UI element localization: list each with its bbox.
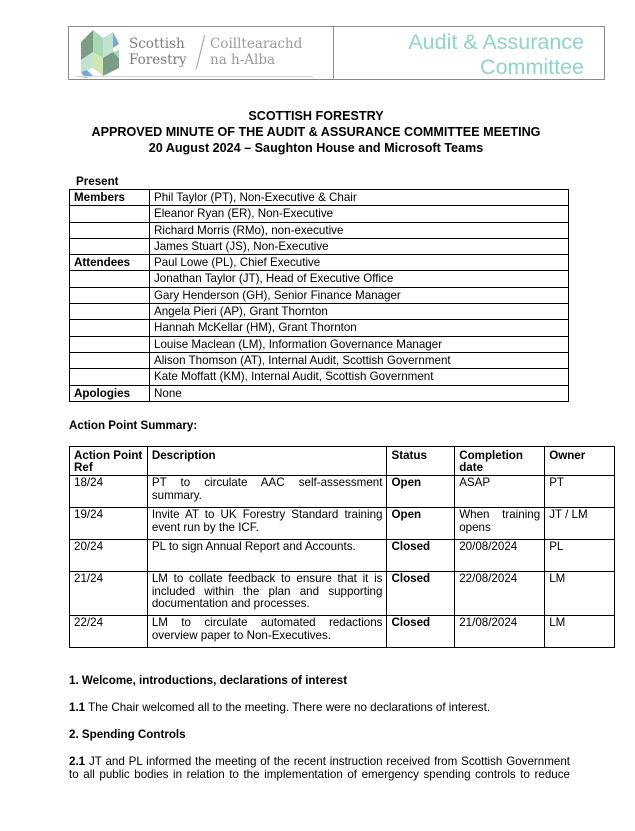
action-status: Open [387, 508, 455, 540]
attendee-row [70, 255, 569, 271]
action-status: Closed [387, 572, 455, 616]
header-description: Description [147, 447, 387, 476]
action-owner: PT [545, 476, 615, 508]
attendee-role [70, 238, 150, 254]
header-completion: Completion date [455, 447, 545, 476]
section-2-1-number: 2.1 [69, 755, 86, 768]
attendee-name: Kate Moffatt (KM), Internal Audit, Scottish Government [150, 369, 569, 385]
section-1-1-text: The Chair welcomed all to the meeting. There were no declarations of interest. [85, 701, 491, 714]
attendee-row [70, 238, 569, 254]
title-meeting: APPROVED MINUTE OF THE AUDIT & ASSURANCE COMMITTEE MEETING [91, 125, 541, 139]
table-header-row [70, 447, 615, 476]
attendee-role [70, 369, 150, 385]
action-description: Invite AT to UK Forestry Standard training event run by the ICF. [147, 508, 387, 540]
attendee-row [70, 304, 569, 320]
action-description: LM to circulate automated redactions overview paper to Non-Executives. [147, 616, 387, 648]
attendee-name: Richard Morris (RMo), non-executive [150, 222, 569, 238]
action-description: PT to circulate AAC self-assessment summary. [147, 476, 387, 508]
action-status: Open [387, 476, 455, 508]
action-description: LM to collate feedback to ensure that it is included within the plan and supporting documentation and processes. [147, 572, 387, 616]
attendee-name: Louise Maclean (LM), Information Governance Manager [150, 336, 569, 352]
attendee-row [70, 190, 569, 206]
action-row [70, 476, 615, 508]
action-row [70, 540, 615, 572]
attendee-row [70, 287, 569, 303]
attendee-row [70, 222, 569, 238]
logo-name-english: Scottish Forestry [129, 36, 187, 68]
action-completion-date: When training opens [455, 508, 545, 540]
section-1-heading: 1. Welcome, introductions, declarations of interest [69, 674, 348, 687]
attendee-row [70, 206, 569, 222]
attendee-row [70, 369, 569, 385]
section-1-1 [69, 701, 570, 714]
action-owner: JT / LM [545, 508, 615, 540]
action-row [70, 572, 615, 616]
header-owner: Owner [545, 447, 615, 476]
action-owner: PL [545, 540, 615, 572]
document-header [68, 26, 605, 80]
action-ref: 21/24 [70, 572, 148, 616]
action-ref: 22/24 [70, 616, 148, 648]
action-completion-date: 22/08/2024 [455, 572, 545, 616]
logo-divider [196, 35, 205, 69]
action-owner: LM [545, 616, 615, 648]
attendee-role [70, 352, 150, 368]
attendee-role [70, 206, 150, 222]
action-ref: 18/24 [70, 476, 148, 508]
attendance-table [69, 189, 569, 402]
attendee-row [70, 336, 569, 352]
attendee-role [70, 222, 150, 238]
attendee-row [70, 271, 569, 287]
section-2-1-line-1: JT and PL informed the meeting of the recent instruction received from Scottish Government [85, 755, 570, 768]
attendee-name: Eleanor Ryan (ER), Non-Executive [150, 206, 569, 222]
attendee-row [70, 352, 569, 368]
section-2-1 [69, 755, 570, 781]
action-status: Closed [387, 540, 455, 572]
action-ref: 20/24 [70, 540, 148, 572]
attendee-name: Paul Lowe (PL), Chief Executive [150, 255, 569, 271]
attendee-role: Attendees [70, 255, 150, 271]
action-row [70, 508, 615, 540]
attendee-name: Jonathan Taylor (JT), Head of Executive Office [150, 271, 569, 287]
header-status: Status [387, 447, 455, 476]
attendee-name: Angela Pieri (AP), Grant Thornton [150, 304, 569, 320]
committee-name: Audit & Assurance Committee [408, 30, 584, 79]
attendee-role: Apologies [70, 385, 150, 401]
attendee-name: Hannah McKellar (HM), Grant Thornton [150, 320, 569, 336]
attendee-name: Alison Thomson (AT), Internal Audit, Scottish Government [150, 352, 569, 368]
action-completion-date: 20/08/2024 [455, 540, 545, 572]
attendee-row [70, 385, 569, 401]
attendee-role: Members [70, 190, 150, 206]
action-row [70, 616, 615, 648]
attendee-role [70, 304, 150, 320]
attendee-role [70, 320, 150, 336]
action-completion-date: 21/08/2024 [455, 616, 545, 648]
attendee-row [70, 320, 569, 336]
attendee-role [70, 336, 150, 352]
attendee-name: Phil Taylor (PT), Non-Executive & Chair [150, 190, 569, 206]
section-1-1-number: 1.1 [69, 701, 86, 714]
action-description: PL to sign Annual Report and Accounts. [147, 540, 387, 572]
title-date-location: 20 August 2024 – Saughton House and Microsoft Teams [148, 141, 484, 155]
attendee-role [70, 271, 150, 287]
logo-underline [75, 76, 313, 77]
action-owner: LM [545, 572, 615, 616]
attendee-name: Gary Henderson (GH), Senior Finance Manager [150, 287, 569, 303]
action-completion-date: ASAP [455, 476, 545, 508]
action-ref: 19/24 [70, 508, 148, 540]
title-org: SCOTTISH FORESTRY [248, 109, 384, 123]
scottish-forestry-logo-icon [75, 28, 125, 80]
logo-area [69, 27, 334, 79]
action-status: Closed [387, 616, 455, 648]
section-2-1-line-2: to all public bodies in relation to the implementation of emergency spending controls to reduce [69, 768, 570, 781]
attendee-name: James Stuart (JS), Non-Executive [150, 238, 569, 254]
action-summary-table [69, 446, 615, 648]
section-2-heading: 2. Spending Controls [69, 728, 186, 741]
logo-name-gaelic: Coilltearachd na h-Alba [210, 36, 303, 68]
header-ref: Action Point Ref [70, 447, 148, 476]
action-summary-heading: Action Point Summary: [69, 419, 198, 432]
document-title [0, 108, 635, 156]
present-heading: Present [76, 175, 119, 188]
attendee-name: None [150, 385, 569, 401]
attendee-role [70, 287, 150, 303]
